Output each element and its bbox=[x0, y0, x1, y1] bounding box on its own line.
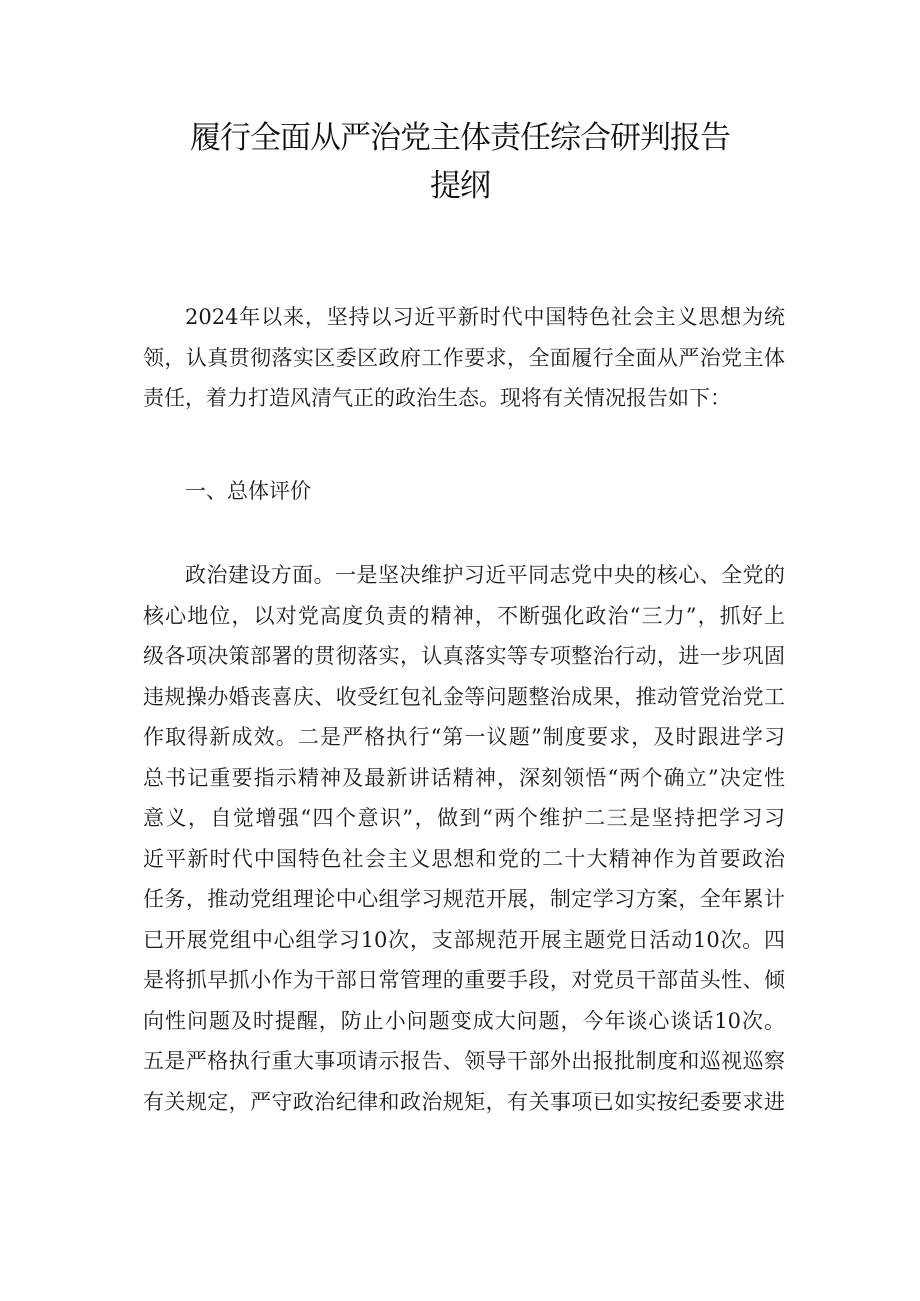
intro-line: 责任，着力打造风清气正的政治生态。现将有关情况报告如下： bbox=[143, 386, 731, 410]
body-line: 有关规定，严守政治纪律和政治规矩，有关事项已如实按纪委要求进 bbox=[143, 1089, 785, 1114]
body-paragraph bbox=[143, 555, 785, 1122]
body-line: 级各项决策部署的贯彻落实，认真落实等专项整治行动，进一步巩固 bbox=[143, 644, 785, 668]
body-line: 违规操办婚丧喜庆、收受红包礼金等问题整治成果，推动管党治党工 bbox=[143, 684, 785, 709]
intro-line: 领，认真贯彻落实区委区政府工作要求，全面履行全面从严治党主体 bbox=[143, 345, 785, 370]
body-line: 是将抓早抓小作为干部日常管理的重要手段，对党员干部苗头性、倾 bbox=[143, 968, 785, 992]
body-line: 政治建设方面。一是坚决维护习近平同志党中央的核心、全党的 bbox=[185, 563, 785, 587]
body-line: 向性问题及时提醒，防止小问题变成大问题，今年谈心谈话10次。 bbox=[143, 1008, 785, 1033]
body-line: 总书记重要指示精神及最新讲话精神，深刻领悟“两个确立”决定性 bbox=[143, 765, 785, 790]
body-line: 核心地位，以对党高度负责的精神，不断强化政治“三力”，抓好上 bbox=[143, 603, 785, 628]
intro-paragraph bbox=[143, 297, 785, 419]
body-line: 任务，推动党组理论中心组学习规范开展，制定学习方案，全年累计 bbox=[143, 887, 785, 911]
document-title-line-2: 提纲 bbox=[430, 168, 490, 204]
body-line: 近平新时代中国特色社会主义思想和党的二十大精神作为首要政治 bbox=[143, 846, 785, 871]
intro-line: 2024年以来，坚持以习近平新时代中国特色社会主义思想为统 bbox=[185, 305, 785, 329]
body-line: 五是严格执行重大事项请示报告、领导干部外出报批制度和巡视巡察 bbox=[143, 1049, 785, 1073]
document-title-line-1: 履行全面从严治党主体责任综合研判报告 bbox=[190, 120, 730, 156]
body-line: 作取得新成效。二是严格执行“第一议题”制度要求，及时跟进学习 bbox=[143, 725, 785, 749]
body-line: 意义，自觉增强“四个意识”，做到“两个维护二三是坚持把学习习 bbox=[143, 806, 785, 830]
section-heading: 一、总体评价 bbox=[185, 479, 311, 503]
body-line: 已开展党组中心组学习10次，支部规范开展主题党日活动10次。四 bbox=[143, 927, 785, 952]
section-heading-block bbox=[143, 471, 785, 512]
